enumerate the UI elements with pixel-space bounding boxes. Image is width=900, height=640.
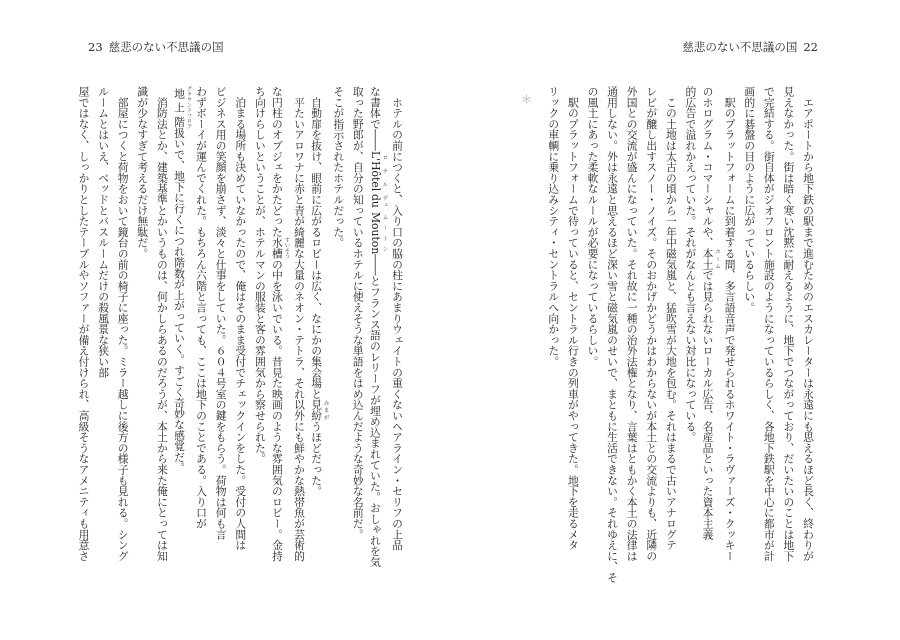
text-column bbox=[602, 86, 622, 583]
text-column bbox=[74, 86, 94, 562]
page-number: 23 bbox=[88, 40, 103, 54]
text-column bbox=[309, 86, 329, 562]
ruby-word bbox=[368, 194, 388, 209]
text-run: の風土にあった柔軟なルールが必要になっているらしい。 bbox=[586, 86, 600, 367]
text-run: レビが醸し出すスノー・ノイズ。そのおかげかどうかはわからないが本土との交流よりも、近隣の bbox=[645, 86, 659, 562]
text-column bbox=[700, 86, 720, 562]
text-column bbox=[94, 86, 114, 562]
ruby-word bbox=[368, 150, 388, 192]
text-run: 識が少なすぎて考えるだけ無駄だ。 bbox=[136, 86, 150, 259]
text-run: 屋ではなく、しっかりとしたテーブルやソファーが備え付けられ、高級そうなアメニティも用意さ bbox=[77, 86, 91, 562]
ruby-base: du bbox=[368, 194, 382, 209]
text-column bbox=[231, 86, 251, 562]
text-run: うほどだった。 bbox=[310, 420, 324, 497]
text-column bbox=[642, 86, 662, 562]
ruby-base: 見紛 bbox=[310, 399, 324, 421]
text-run: わずボーイが運んでくれた。もちろん六階と言っても、ここは地下のことである。入り口が bbox=[195, 86, 209, 529]
ruby-reading: ホーム bbox=[714, 248, 721, 270]
text-run: で完結する。街自体がジオフロント施設のようになっているらしく、各地下鉄駅を中心に都市が計 bbox=[762, 86, 776, 562]
text-column bbox=[759, 86, 779, 562]
text-column bbox=[348, 86, 368, 562]
text-column bbox=[133, 86, 153, 562]
running-header bbox=[682, 40, 818, 54]
text-column bbox=[152, 86, 172, 562]
text-run: ち向けらしいということが、ホテルマンの服装と客の雰囲気から察せられた。 bbox=[253, 86, 267, 464]
text-column bbox=[289, 86, 309, 562]
text-run: 自動扉を抜け、眼前に広がるロビーは広く、なにかの集会場と bbox=[310, 86, 324, 400]
text-run: 駅のプラットフォームに到着する間、多言語音声で発せられるホワイト・ラヴァーズ・クッキー bbox=[723, 86, 737, 562]
text-run: 的広告で溢れかえっていた。それがなんとも言えない対比になっている。 bbox=[684, 86, 698, 443]
text-column bbox=[544, 86, 564, 562]
ruby-reading: みまが bbox=[322, 399, 329, 421]
text-run: 消防法とか、建築基準とかいうものは、何かしらあるのだろうが、本土から来た俺にとっては知 bbox=[155, 86, 169, 562]
text-column bbox=[779, 86, 799, 562]
text-run: の中を泳いでいる。昔見た映画のような雰囲気のロビー。金持 bbox=[270, 258, 284, 562]
page-right bbox=[450, 0, 900, 640]
section-break-mark: ＊ bbox=[521, 93, 532, 106]
running-title: 慈悲のない不思議の国 bbox=[682, 40, 798, 54]
text-run: 見えなかった。街は暗く寒い沈黙に耐えるように、地下でつながっており、だいたいのことは地下 bbox=[782, 86, 796, 562]
ruby-reading: すいそう bbox=[283, 237, 290, 259]
text-run: ビジネス用の笑顔を崩さず、淡々と仕事をしていた。６０４号室の鍵をもらう。荷物は何も言 bbox=[214, 86, 228, 540]
text-column bbox=[661, 86, 681, 562]
text-run: のホログラム・コマーシャルや、 bbox=[701, 86, 715, 248]
text-column bbox=[191, 86, 211, 562]
body-text bbox=[544, 86, 818, 583]
ruby-base: 本土 bbox=[701, 248, 715, 270]
text-run: 外国との交流が盛んになっていた。それ故に一種の治外法権となり、言葉はともかく本土の法律は bbox=[625, 86, 639, 562]
text-column bbox=[798, 86, 818, 562]
text-run: 取った野郎が、自分の知っているホテルに使えそうな単語をはめ込んだような奇妙な名前だ。 bbox=[351, 86, 365, 540]
ruby-reading: ムートン bbox=[381, 211, 388, 255]
text-run: ――とフランス語のレリーフが埋め込まれていた。おしゃれを気 bbox=[368, 254, 382, 568]
ruby-reading: デュ bbox=[381, 194, 388, 209]
text-run: 部屋につくと荷物をおいて鏡台の前の椅子に座った。ミラー越しに後方の様子も見れる。シング bbox=[116, 86, 130, 562]
text-run: では見られないローカル広告、名産品といった資本主義 bbox=[701, 269, 715, 540]
ruby-word bbox=[172, 86, 192, 130]
text-column bbox=[622, 86, 642, 562]
text-run: ホテルの前につくと、入り口の脇の柱にあまりウェイトの重くないヘアライン・セリフの上品 bbox=[391, 86, 404, 551]
text-column bbox=[368, 86, 388, 568]
text-run: エアポートから地下鉄の駅まで進むためのエスカレーターは永遠にも思えるほど長く、終わりが bbox=[802, 86, 815, 562]
text-column bbox=[172, 86, 192, 562]
text-column bbox=[211, 86, 231, 562]
ruby-base: 地上階 bbox=[172, 86, 186, 130]
ruby-base: L'Hôtel bbox=[368, 150, 382, 192]
text-run: 扱いで、地下に行くにつれ階数が上がっていく。すごく奇妙な感覚だ。 bbox=[172, 127, 186, 474]
text-column bbox=[583, 86, 603, 562]
body-text bbox=[74, 86, 407, 568]
text-run: 平たいアロワナに赤と青が綺麗な大量のネオン・テトラ、それ以外にも鮮やかな熱帯魚が芸術的 bbox=[293, 86, 307, 562]
text-column bbox=[329, 86, 349, 562]
page-number: 22 bbox=[803, 40, 818, 54]
ruby-reading: グラウンドフロア bbox=[185, 86, 192, 130]
text-column bbox=[270, 86, 290, 562]
ruby-word bbox=[310, 399, 329, 421]
text-run: 画的に碁盤の目のように広がっているらしい。 bbox=[743, 86, 757, 313]
text-column bbox=[740, 86, 760, 562]
text-run: な書体で―― bbox=[368, 86, 382, 151]
text-run: ルームとはいえ、ベッドとバスルームだけの殺風景な狭い部 bbox=[97, 86, 111, 378]
running-title: 慈悲のない不思議の国 bbox=[108, 40, 224, 54]
text-column bbox=[563, 86, 583, 562]
text-column bbox=[113, 86, 133, 562]
running-header bbox=[88, 40, 224, 54]
text-run: そこが指示されたホテルだった。 bbox=[332, 86, 346, 248]
ruby-word bbox=[270, 237, 290, 259]
text-run: 駅のプラットフォームで待っていると、セントラル行きの列車がやってきた。地下を走るメタ bbox=[566, 86, 580, 551]
ruby-base: 水槽 bbox=[270, 237, 284, 259]
ruby-base: Mouton bbox=[368, 211, 382, 255]
text-run: リックの車輌に乗り込みシティ・セントラルへ向かった。 bbox=[547, 86, 561, 367]
text-column bbox=[720, 86, 740, 562]
text-run: この土地は太古の頃から一年中磁気嵐と、猛吹雪が大地を包む。それはまるで古いアナログテ bbox=[664, 86, 678, 551]
text-run: な円柱のオブジェをかたどった bbox=[270, 86, 284, 238]
ruby-word bbox=[701, 248, 721, 270]
text-column bbox=[387, 86, 407, 562]
text-run: 泊まる場所も決めていなかったので、俺はそのまま受付でチェックインをした。受付の人間は bbox=[234, 86, 248, 551]
text-run: 通用しない。外は永遠と思えるほど深い雪と磁気嵐のせいで、まともに生活できない。それゆえに、そ bbox=[606, 86, 620, 583]
ruby-reading: ロテル bbox=[381, 150, 388, 192]
ruby-word bbox=[368, 211, 388, 255]
